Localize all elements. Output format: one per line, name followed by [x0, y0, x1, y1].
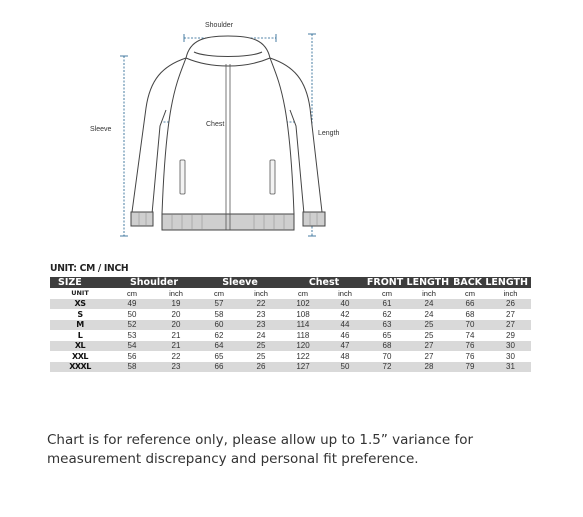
measurement-cell: 57 [198, 299, 240, 310]
measurement-cell: 26 [490, 299, 531, 310]
measurement-cell: 24 [408, 309, 450, 320]
measurement-cell: 42 [324, 309, 366, 320]
measurement-cell: 46 [324, 330, 366, 341]
measurement-cell: 27 [490, 320, 531, 331]
measurement-cell: 64 [198, 341, 240, 352]
size-cell: M [50, 320, 110, 331]
measurement-cell: 76 [450, 351, 490, 362]
measurement-cell: 76 [450, 341, 490, 352]
measurement-cell: 47 [324, 341, 366, 352]
measurement-cell: 66 [450, 299, 490, 310]
measurement-cell: 74 [450, 330, 490, 341]
unit-cell: cm [382, 288, 392, 298]
measurement-cell: 114 [282, 320, 324, 331]
unit-cell: cm [298, 288, 308, 298]
size-cell: XL [50, 341, 110, 352]
measurement-cell: 79 [450, 362, 490, 373]
sleeve-header: Sleeve [198, 277, 282, 288]
measurement-cell: 56 [110, 351, 154, 362]
measurement-cell: 22 [240, 299, 282, 310]
measurement-cell: 27 [490, 309, 531, 320]
measurement-cell: 60 [198, 320, 240, 331]
measurement-cell: 27 [408, 341, 450, 352]
table-row [50, 351, 531, 362]
measurement-cell: 68 [450, 309, 490, 320]
measurement-cell: 30 [490, 341, 531, 352]
measurement-cell: 21 [154, 330, 198, 341]
measurement-cell: 66 [198, 362, 240, 373]
measurement-cell: 44 [324, 320, 366, 331]
measurement-cell: 19 [154, 299, 198, 310]
measurement-cell: 70 [450, 320, 490, 331]
table-row [50, 362, 531, 373]
measurement-cell: 50 [324, 362, 366, 373]
measurement-cell: 118 [282, 330, 324, 341]
measurement-cell: 25 [240, 351, 282, 362]
measurement-cell: 61 [366, 299, 408, 310]
measurement-cell: 23 [154, 362, 198, 373]
measurement-cell: 30 [490, 351, 531, 362]
measurement-cell: 40 [324, 299, 366, 310]
measurement-cell: 29 [490, 330, 531, 341]
jacket-illustration [0, 0, 583, 250]
jacket-measurement-diagram [0, 0, 583, 250]
unit-cell: cm [127, 288, 137, 298]
unit-row [50, 288, 531, 299]
measurement-cell: 25 [240, 341, 282, 352]
measurement-cell: 20 [154, 309, 198, 320]
measurement-cell: 22 [154, 351, 198, 362]
measurement-cell: 49 [110, 299, 154, 310]
measurement-cell: 27 [408, 351, 450, 362]
measurement-cell: 62 [198, 330, 240, 341]
table-row [50, 341, 531, 352]
measurement-cell: 127 [282, 362, 324, 373]
front-length-header: FRONT LENGTH [366, 277, 450, 288]
shoulder-header: Shoulder [110, 277, 198, 288]
measurement-cell: 25 [408, 330, 450, 341]
measurement-cell: 21 [154, 341, 198, 352]
table-header-row [50, 277, 531, 288]
size-header: SIZE [50, 277, 110, 288]
unit-cell: inch [338, 288, 352, 298]
measurement-cell: 28 [408, 362, 450, 373]
measurement-cell: 31 [490, 362, 531, 373]
chest-header: Chest [282, 277, 366, 288]
measurement-cell: 65 [366, 330, 408, 341]
measurement-cell: 65 [198, 351, 240, 362]
table-row [50, 330, 531, 341]
measurement-cell: 25 [408, 320, 450, 331]
measurement-cell: 54 [110, 341, 154, 352]
size-cell: XXL [50, 351, 110, 362]
size-chart-table [50, 277, 531, 372]
table-row [50, 320, 531, 331]
measurement-cell: 70 [366, 351, 408, 362]
back-length-header: BACK LENGTH [450, 277, 531, 288]
size-cell: XS [50, 299, 110, 310]
measurement-cell: 72 [366, 362, 408, 373]
measurement-cell: 26 [240, 362, 282, 373]
measurement-cell: 24 [408, 299, 450, 310]
length-label: Length [318, 130, 340, 137]
unit-cell: cm [465, 288, 475, 298]
size-cell: S [50, 309, 110, 320]
unit-cell: cm [214, 288, 224, 298]
measurement-cell: 68 [366, 341, 408, 352]
measurement-cell: 50 [110, 309, 154, 320]
sleeve-label: Sleeve [90, 126, 112, 133]
measurement-cell: 108 [282, 309, 324, 320]
measurement-cell: 20 [154, 320, 198, 331]
unit-cell: inch [254, 288, 268, 298]
measurement-cell: 62 [366, 309, 408, 320]
unit-cell: inch [422, 288, 436, 298]
table-row [50, 299, 531, 310]
unit-cell: inch [503, 288, 518, 298]
measurement-cell: 58 [110, 362, 154, 373]
unit-cell: UNIT [71, 289, 89, 298]
measurement-cell: 53 [110, 330, 154, 341]
measurement-cell: 24 [240, 330, 282, 341]
measurement-cell: 63 [366, 320, 408, 331]
size-rows [50, 299, 531, 373]
measurement-cell: 122 [282, 351, 324, 362]
shoulder-label: Shoulder [205, 22, 234, 29]
table-row [50, 309, 531, 320]
size-cell: L [50, 330, 110, 341]
chest-label: Chest [206, 121, 225, 128]
unit-title: UNIT: CM / INCH [50, 263, 129, 274]
unit-cell: inch [169, 288, 183, 298]
measurement-cell: 48 [324, 351, 366, 362]
measurement-cell: 120 [282, 341, 324, 352]
fit-disclaimer-note: Chart is for reference only, please allow up to 1.5” variance for measurement discrepancy and personal fit preference. [47, 432, 474, 467]
measurement-cell: 58 [198, 309, 240, 320]
measurement-cell: 23 [240, 320, 282, 331]
measurement-cell: 23 [240, 309, 282, 320]
measurement-cell: 102 [282, 299, 324, 310]
measurement-cell: 52 [110, 320, 154, 331]
size-cell: XXXL [50, 362, 110, 373]
